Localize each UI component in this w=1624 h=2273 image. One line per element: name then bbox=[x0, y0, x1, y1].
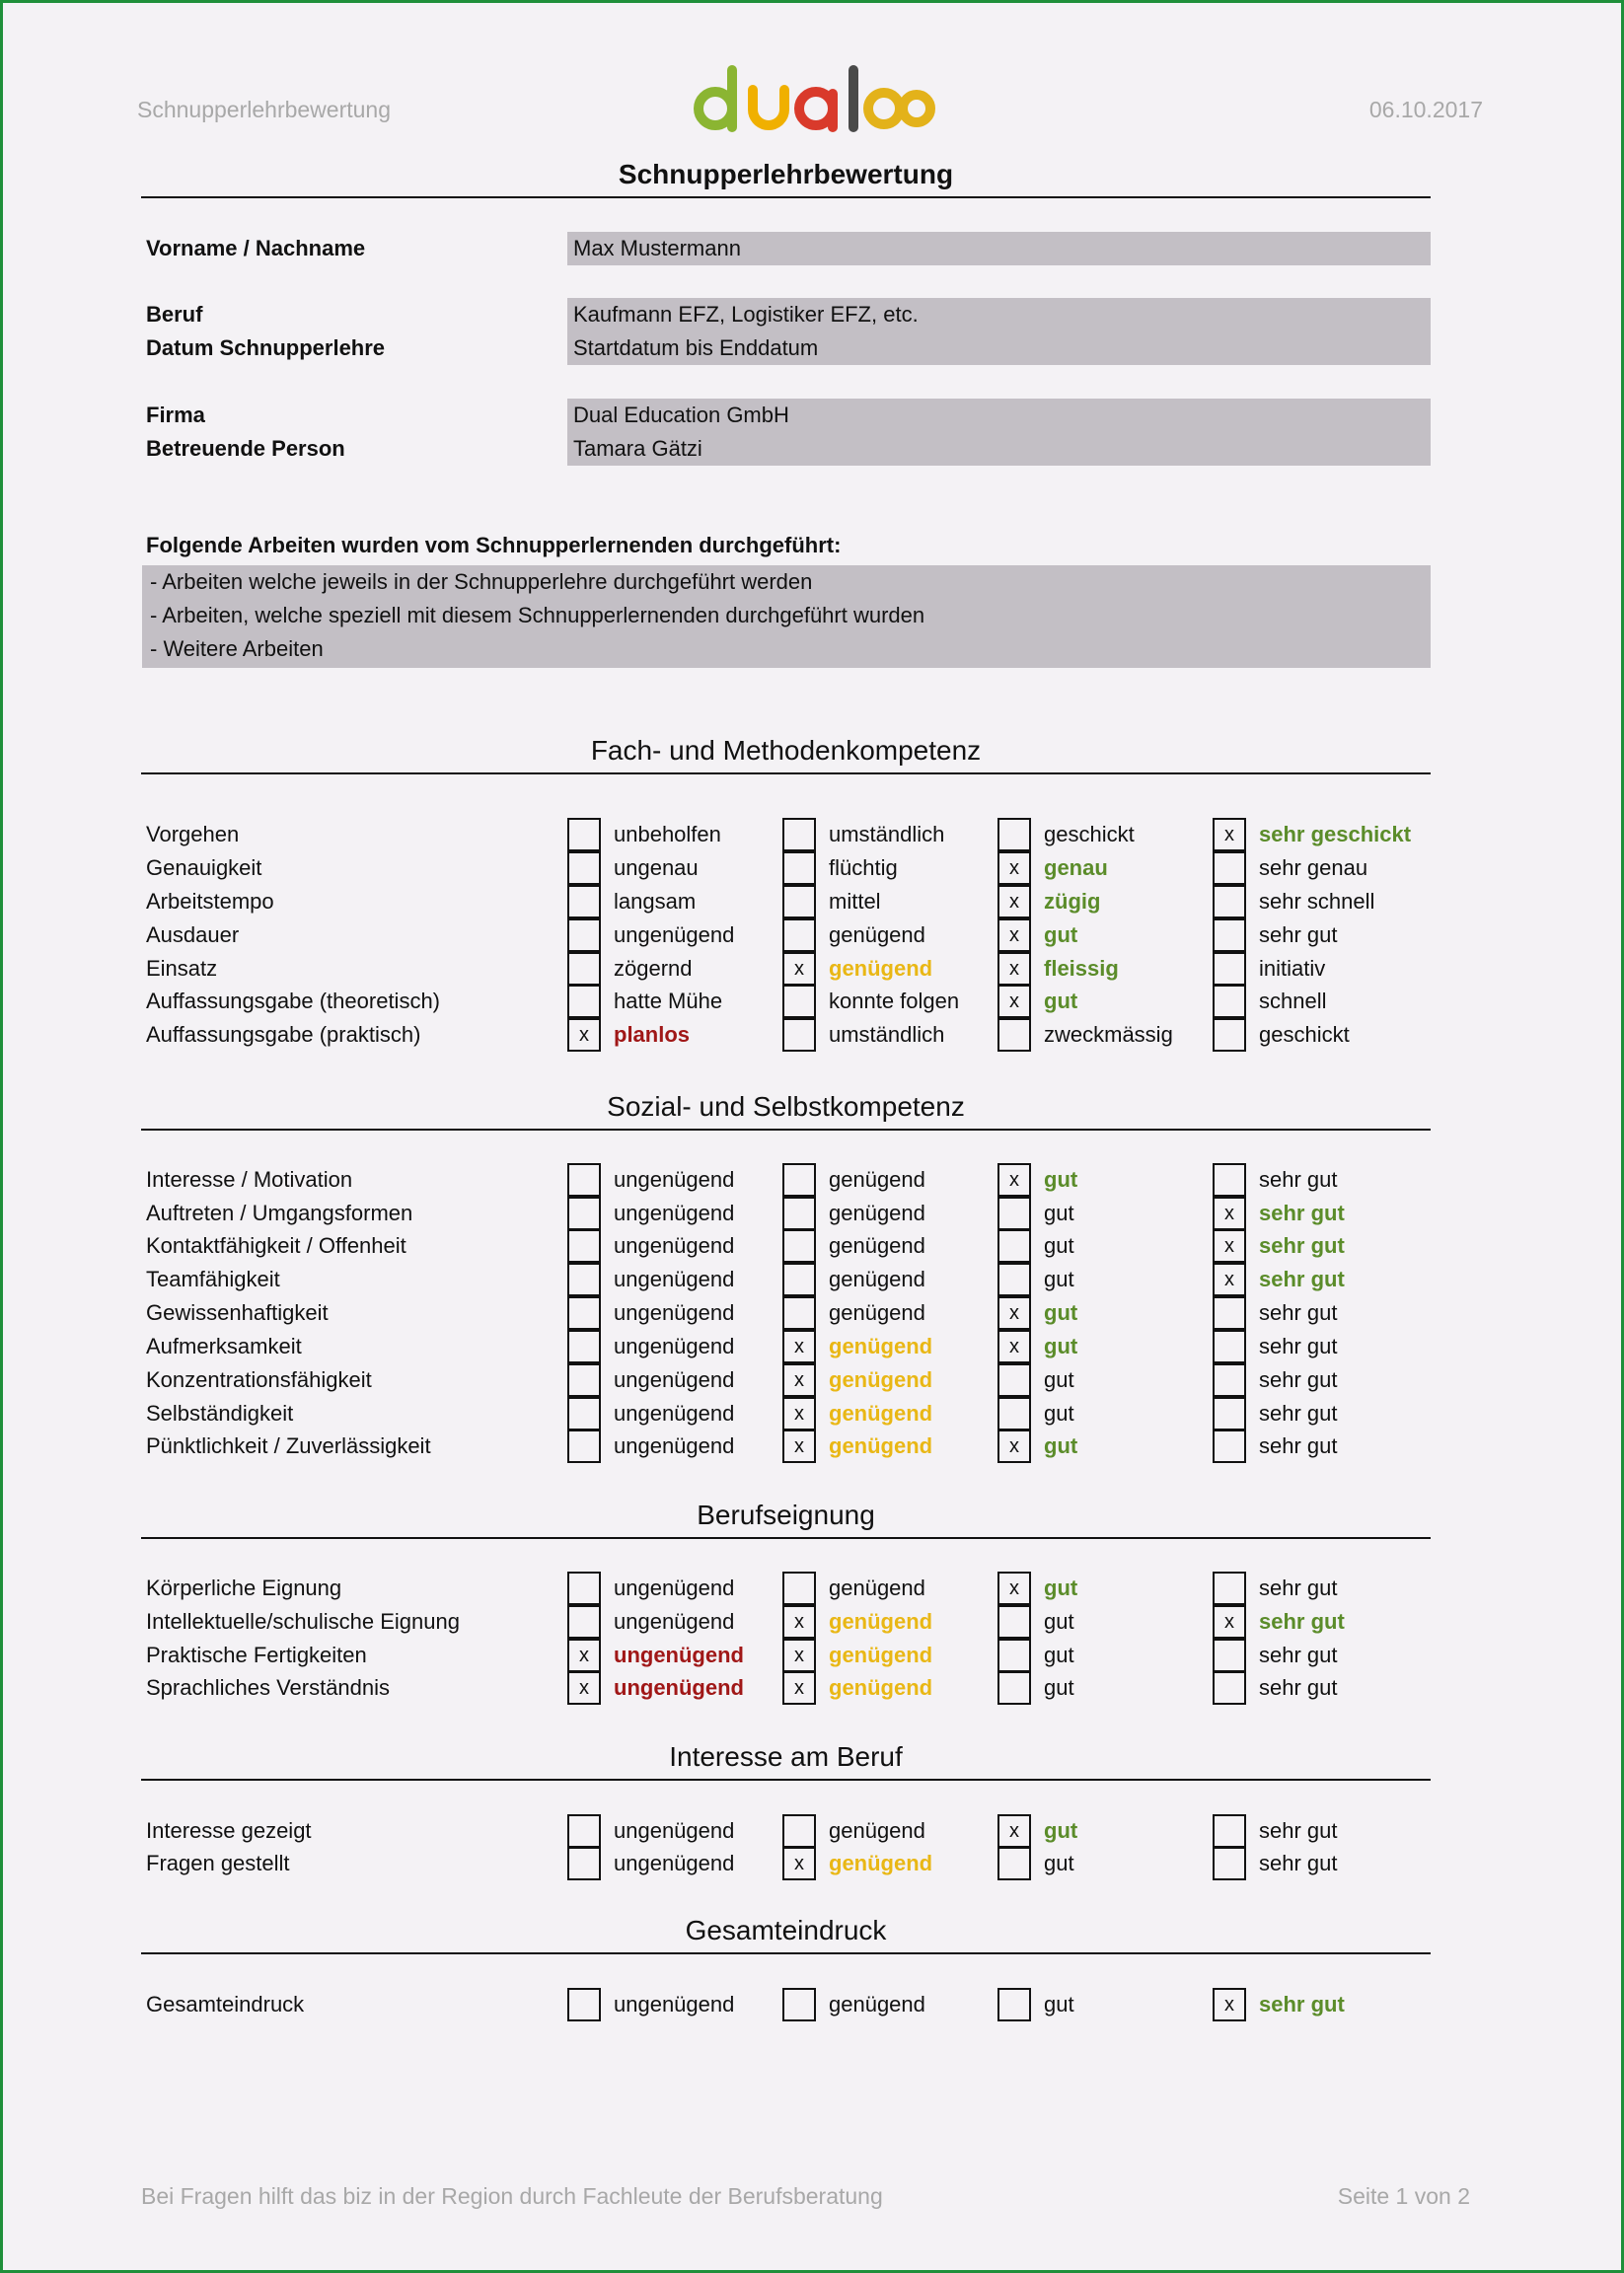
rating-checkbox[interactable] bbox=[1213, 1814, 1246, 1848]
rating-option-label: sehr gut bbox=[1259, 922, 1338, 947]
criterion-label: Einsatz bbox=[146, 956, 218, 981]
rating-checkbox[interactable] bbox=[1213, 1397, 1246, 1430]
rating-checkbox[interactable]: x bbox=[1213, 1229, 1246, 1263]
rating-option-label: sehr gut bbox=[1259, 1334, 1338, 1358]
criterion-label: Teamfähigkeit bbox=[146, 1267, 280, 1291]
criterion-label: Intellektuelle/schulische Eignung bbox=[146, 1609, 460, 1634]
rating-option-label: sehr gut bbox=[1259, 1643, 1338, 1667]
beruf-field bbox=[567, 298, 1431, 365]
rating-checkbox[interactable] bbox=[1213, 1430, 1246, 1463]
rating-checkbox[interactable] bbox=[782, 1229, 816, 1263]
rating-option-label: gut bbox=[1044, 1300, 1078, 1325]
rating-option-label: sehr geschickt bbox=[1259, 822, 1412, 846]
rating-option-label: genügend bbox=[829, 1609, 933, 1634]
rating-option-label: ungenügend bbox=[614, 1167, 735, 1192]
rating-option-label: sehr gut bbox=[1259, 1401, 1338, 1426]
rating-option-label: umständlich bbox=[829, 822, 945, 846]
rating-checkbox[interactable]: x bbox=[997, 918, 1031, 952]
rating-checkbox[interactable] bbox=[782, 1263, 816, 1296]
rating-row bbox=[3, 1163, 1624, 1197]
criterion-label: Genauigkeit bbox=[146, 855, 262, 880]
rating-checkbox[interactable] bbox=[782, 918, 816, 952]
rating-option-label: sehr gut bbox=[1259, 1576, 1338, 1600]
rating-option-label: gut bbox=[1044, 1167, 1078, 1192]
rating-checkbox[interactable] bbox=[567, 1363, 601, 1397]
rating-checkbox[interactable] bbox=[782, 1197, 816, 1230]
rating-option-label: gut bbox=[1044, 1233, 1074, 1258]
rating-checkbox[interactable] bbox=[567, 851, 601, 885]
rating-option-label: genügend bbox=[829, 1433, 933, 1458]
section-title: Berufseignung bbox=[697, 1500, 875, 1530]
rating-row bbox=[3, 985, 1624, 1018]
rating-option-label: zweckmässig bbox=[1044, 1022, 1173, 1047]
rating-checkbox[interactable] bbox=[567, 818, 601, 851]
rating-checkbox[interactable] bbox=[782, 1296, 816, 1330]
criterion-label: Ausdauer bbox=[146, 922, 240, 947]
person-value: Tamara Gätzi bbox=[573, 436, 702, 461]
rating-option-label: geschickt bbox=[1044, 822, 1135, 846]
page-title: Schnupperlehrbewertung bbox=[618, 159, 954, 189]
rating-option-label: gut bbox=[1044, 989, 1078, 1013]
rating-checkbox[interactable] bbox=[997, 1639, 1031, 1672]
person-label: Betreuende Person bbox=[146, 436, 345, 461]
activities-list bbox=[142, 565, 1431, 668]
rating-checkbox[interactable] bbox=[567, 1397, 601, 1430]
rating-checkbox[interactable] bbox=[567, 1572, 601, 1605]
rating-checkbox[interactable]: x bbox=[1213, 1197, 1246, 1230]
rating-row bbox=[3, 885, 1624, 918]
firma-field bbox=[567, 399, 1431, 466]
rating-option-label: sehr gut bbox=[1259, 1167, 1338, 1192]
datum-label: Datum Schnupperlehre bbox=[146, 335, 386, 360]
rating-option-label: umständlich bbox=[829, 1022, 945, 1047]
section-title: Sozial- und Selbstkompetenz bbox=[607, 1091, 965, 1122]
rating-option-label: initiativ bbox=[1259, 956, 1326, 981]
rating-checkbox[interactable] bbox=[567, 1605, 601, 1639]
rating-row bbox=[3, 1430, 1624, 1463]
criterion-label: Gewissenhaftigkeit bbox=[146, 1300, 329, 1325]
section-rule bbox=[141, 1537, 1431, 1539]
rating-option-label: gut bbox=[1044, 1851, 1074, 1875]
rating-checkbox[interactable] bbox=[567, 1330, 601, 1363]
rating-checkbox[interactable] bbox=[1213, 1018, 1246, 1052]
rating-checkbox[interactable] bbox=[782, 1163, 816, 1197]
rating-checkbox[interactable] bbox=[567, 1229, 601, 1263]
rating-option-label: ungenügend bbox=[614, 1818, 735, 1843]
section-rule bbox=[141, 772, 1431, 774]
rating-row bbox=[3, 918, 1624, 952]
rating-checkbox[interactable] bbox=[567, 885, 601, 918]
rating-option-label: ungenügend bbox=[614, 1992, 735, 2016]
rating-checkbox[interactable] bbox=[567, 1296, 601, 1330]
rating-checkbox[interactable] bbox=[567, 1263, 601, 1296]
rating-row bbox=[3, 851, 1624, 885]
rating-checkbox[interactable] bbox=[782, 985, 816, 1018]
rating-checkbox[interactable] bbox=[782, 1572, 816, 1605]
section-title: Fach- und Methodenkompetenz bbox=[590, 735, 982, 766]
rating-option-label: hatte Mühe bbox=[614, 989, 723, 1013]
rating-option-label: geschickt bbox=[1259, 1022, 1350, 1047]
rating-option-label: genügend bbox=[829, 1167, 925, 1192]
rating-option-label: sehr gut bbox=[1259, 1267, 1345, 1291]
rating-option-label: gut bbox=[1044, 1576, 1078, 1600]
section-title: Interesse am Beruf bbox=[669, 1741, 903, 1772]
rating-option-label: konnte folgen bbox=[829, 989, 960, 1013]
rating-row bbox=[3, 1572, 1624, 1605]
rating-option-label: sehr gut bbox=[1259, 1675, 1338, 1700]
name-field bbox=[567, 232, 1431, 265]
rating-option-label: ungenügend bbox=[614, 1201, 735, 1225]
rating-row bbox=[3, 1197, 1624, 1230]
rating-checkbox[interactable]: x bbox=[997, 1430, 1031, 1463]
criterion-label: Auffassungsgabe (praktisch) bbox=[146, 1022, 421, 1047]
rating-option-label: sehr gut bbox=[1259, 1609, 1345, 1634]
rating-checkbox[interactable] bbox=[1213, 1163, 1246, 1197]
rating-option-label: sehr gut bbox=[1259, 1233, 1345, 1258]
rating-row bbox=[3, 1639, 1624, 1672]
rating-checkbox[interactable] bbox=[997, 1229, 1031, 1263]
rating-option-label: ungenügend bbox=[614, 1643, 744, 1667]
rating-option-label: ungenügend bbox=[614, 1609, 735, 1634]
rating-checkbox[interactable]: x bbox=[782, 1639, 816, 1672]
rating-row bbox=[3, 1363, 1624, 1397]
rating-checkbox[interactable]: x bbox=[782, 1363, 816, 1397]
rating-checkbox[interactable]: x bbox=[997, 985, 1031, 1018]
rating-checkbox[interactable]: x bbox=[567, 1018, 601, 1052]
activity-item: - Arbeiten welche jeweils in der Schnupperlehre durchgeführt werden bbox=[150, 569, 813, 594]
rating-option-label: genügend bbox=[829, 1334, 933, 1358]
rating-option-label: genügend bbox=[829, 1267, 925, 1291]
rating-checkbox[interactable]: x bbox=[997, 851, 1031, 885]
rating-option-label: fleissig bbox=[1044, 956, 1119, 981]
rating-checkbox[interactable] bbox=[1213, 1572, 1246, 1605]
rating-checkbox[interactable] bbox=[567, 1988, 601, 2021]
criterion-label: Interesse / Motivation bbox=[146, 1167, 353, 1192]
section-rule bbox=[141, 1779, 1431, 1781]
rating-option-label: mittel bbox=[829, 889, 881, 914]
criterion-label: Praktische Fertigkeiten bbox=[146, 1643, 367, 1667]
rating-option-label: planlos bbox=[614, 1022, 691, 1047]
rating-checkbox[interactable] bbox=[1213, 1847, 1246, 1880]
rating-row bbox=[3, 1229, 1624, 1263]
rating-option-label: genügend bbox=[829, 1401, 933, 1426]
rating-option-label: ungenügend bbox=[614, 1367, 735, 1392]
beruf-label: Beruf bbox=[146, 302, 203, 327]
rating-row bbox=[3, 1397, 1624, 1430]
rating-row bbox=[3, 1605, 1624, 1639]
rating-option-label: schnell bbox=[1259, 989, 1327, 1013]
name-label: Vorname / Nachname bbox=[146, 236, 366, 260]
rating-checkbox[interactable] bbox=[1213, 1671, 1246, 1705]
rating-checkbox[interactable] bbox=[1213, 1363, 1246, 1397]
rating-checkbox[interactable] bbox=[997, 1363, 1031, 1397]
rating-option-label: sehr gut bbox=[1259, 1851, 1338, 1875]
rating-option-label: genügend bbox=[829, 1576, 925, 1600]
rating-checkbox[interactable] bbox=[1213, 851, 1246, 885]
rating-checkbox[interactable] bbox=[997, 1847, 1031, 1880]
title-rule bbox=[141, 196, 1431, 198]
rating-checkbox[interactable]: x bbox=[997, 885, 1031, 918]
rating-option-label: genügend bbox=[829, 956, 933, 981]
rating-checkbox[interactable] bbox=[567, 918, 601, 952]
rating-checkbox[interactable] bbox=[997, 1263, 1031, 1296]
rating-option-label: sehr gut bbox=[1259, 1201, 1345, 1225]
criterion-label: Kontaktfähigkeit / Offenheit bbox=[146, 1233, 406, 1258]
criterion-label: Sprachliches Verständnis bbox=[146, 1675, 391, 1700]
rating-checkbox[interactable] bbox=[997, 1605, 1031, 1639]
rating-checkbox[interactable] bbox=[997, 1197, 1031, 1230]
criterion-label: Aufmerksamkeit bbox=[146, 1334, 302, 1358]
rating-option-label: sehr gut bbox=[1259, 1300, 1338, 1325]
rating-option-label: genau bbox=[1044, 855, 1108, 880]
rating-option-label: gut bbox=[1044, 1818, 1078, 1843]
rating-row bbox=[3, 1296, 1624, 1330]
rating-option-label: flüchtig bbox=[829, 855, 898, 880]
rating-checkbox[interactable] bbox=[1213, 985, 1246, 1018]
criterion-label: Gesamteindruck bbox=[146, 1992, 305, 2016]
rating-checkbox[interactable]: x bbox=[997, 1814, 1031, 1848]
rating-option-label: gut bbox=[1044, 1367, 1074, 1392]
rating-option-label: gut bbox=[1044, 922, 1078, 947]
rating-checkbox[interactable] bbox=[782, 1018, 816, 1052]
rating-checkbox[interactable] bbox=[1213, 885, 1246, 918]
rating-row bbox=[3, 1847, 1624, 1880]
rating-option-label: genügend bbox=[829, 1643, 933, 1667]
rating-option-label: genügend bbox=[829, 1233, 925, 1258]
rating-option-label: ungenügend bbox=[614, 1401, 735, 1426]
rating-option-label: gut bbox=[1044, 1643, 1074, 1667]
section-rule bbox=[141, 1952, 1431, 1954]
rating-row bbox=[3, 1814, 1624, 1848]
rating-option-label: genügend bbox=[829, 1675, 933, 1700]
rating-checkbox[interactable] bbox=[567, 1163, 601, 1197]
rating-checkbox[interactable] bbox=[567, 1197, 601, 1230]
rating-checkbox[interactable] bbox=[782, 851, 816, 885]
rating-option-label: sehr genau bbox=[1259, 855, 1368, 880]
rating-row bbox=[3, 818, 1624, 851]
rating-checkbox[interactable]: x bbox=[1213, 1988, 1246, 2021]
rating-option-label: gut bbox=[1044, 1609, 1074, 1634]
activities-title: Folgende Arbeiten wurden vom Schnupperlernenden durchgeführt: bbox=[146, 533, 842, 557]
criterion-label: Auftreten / Umgangsformen bbox=[146, 1201, 413, 1225]
rating-option-label: gut bbox=[1044, 1334, 1078, 1358]
dualoo-logo bbox=[694, 64, 935, 133]
rating-option-label: sehr gut bbox=[1259, 1992, 1345, 2016]
section-rule bbox=[141, 1129, 1431, 1131]
rating-option-label: zögernd bbox=[614, 956, 693, 981]
rating-row bbox=[3, 1330, 1624, 1363]
rating-option-label: genügend bbox=[829, 1201, 925, 1225]
activity-item: - Weitere Arbeiten bbox=[150, 636, 324, 661]
rating-option-label: sehr gut bbox=[1259, 1818, 1338, 1843]
rating-option-label: ungenügend bbox=[614, 1433, 735, 1458]
criterion-label: Arbeitstempo bbox=[146, 889, 274, 914]
rating-checkbox[interactable]: x bbox=[997, 1330, 1031, 1363]
header-doc-title: Schnupperlehrbewertung bbox=[137, 97, 392, 122]
section-title: Gesamteindruck bbox=[685, 1915, 887, 1945]
rating-option-label: gut bbox=[1044, 1201, 1074, 1225]
rating-checkbox[interactable]: x bbox=[782, 1671, 816, 1705]
rating-checkbox[interactable] bbox=[997, 1671, 1031, 1705]
rating-checkbox[interactable]: x bbox=[1213, 818, 1246, 851]
rating-checkbox[interactable]: x bbox=[997, 1296, 1031, 1330]
rating-checkbox[interactable]: x bbox=[782, 1330, 816, 1363]
rating-row bbox=[3, 1988, 1624, 2021]
rating-option-label: ungenügend bbox=[614, 1851, 735, 1875]
rating-option-label: sehr gut bbox=[1259, 1433, 1338, 1458]
page-number: Seite 1 von 2 bbox=[1337, 2183, 1470, 2209]
rating-checkbox[interactable] bbox=[782, 818, 816, 851]
rating-checkbox[interactable] bbox=[997, 1988, 1031, 2021]
rating-option-label: ungenügend bbox=[614, 1576, 735, 1600]
rating-option-label: gut bbox=[1044, 1992, 1074, 2016]
rating-checkbox[interactable] bbox=[1213, 918, 1246, 952]
beruf-value: Kaufmann EFZ, Logistiker EFZ, etc. bbox=[573, 302, 919, 327]
rating-checkbox[interactable]: x bbox=[997, 952, 1031, 986]
rating-option-label: unbeholfen bbox=[614, 822, 721, 846]
firma-value: Dual Education GmbH bbox=[573, 403, 789, 427]
rating-checkbox[interactable] bbox=[567, 1430, 601, 1463]
rating-checkbox[interactable]: x bbox=[997, 1572, 1031, 1605]
rating-checkbox[interactable] bbox=[1213, 952, 1246, 986]
rating-option-label: sehr schnell bbox=[1259, 889, 1375, 914]
rating-checkbox[interactable]: x bbox=[1213, 1263, 1246, 1296]
rating-checkbox[interactable] bbox=[567, 952, 601, 986]
rating-checkbox[interactable] bbox=[997, 1018, 1031, 1052]
rating-row bbox=[3, 1671, 1624, 1705]
criterion-label: Körperliche Eignung bbox=[146, 1576, 342, 1600]
rating-option-label: ungenügend bbox=[614, 1267, 735, 1291]
rating-option-label: genügend bbox=[829, 1818, 925, 1843]
header-date: 06.10.2017 bbox=[1368, 97, 1483, 122]
rating-checkbox[interactable] bbox=[782, 885, 816, 918]
rating-row bbox=[3, 952, 1624, 986]
rating-checkbox[interactable] bbox=[997, 818, 1031, 851]
rating-checkbox[interactable]: x bbox=[1213, 1605, 1246, 1639]
criterion-label: Interesse gezeigt bbox=[146, 1818, 312, 1843]
rating-checkbox[interactable] bbox=[1213, 1330, 1246, 1363]
rating-checkbox[interactable] bbox=[567, 1847, 601, 1880]
footer-note: Bei Fragen hilft das biz in der Region durch Fachleute der Berufsberatung bbox=[141, 2183, 883, 2209]
rating-checkbox[interactable] bbox=[997, 1397, 1031, 1430]
name-value: Max Mustermann bbox=[573, 236, 741, 260]
rating-option-label: ungenügend bbox=[614, 1334, 735, 1358]
criterion-label: Fragen gestellt bbox=[146, 1851, 290, 1875]
rating-checkbox[interactable]: x bbox=[567, 1639, 601, 1672]
rating-row bbox=[3, 1018, 1624, 1052]
rating-checkbox[interactable] bbox=[1213, 1296, 1246, 1330]
rating-option-label: genügend bbox=[829, 1300, 925, 1325]
rating-option-label: ungenügend bbox=[614, 1300, 735, 1325]
rating-checkbox[interactable] bbox=[567, 985, 601, 1018]
rating-option-label: zügig bbox=[1044, 889, 1101, 914]
criterion-label: Selbständigkeit bbox=[146, 1401, 294, 1426]
rating-option-label: gut bbox=[1044, 1433, 1078, 1458]
rating-checkbox[interactable] bbox=[782, 1988, 816, 2021]
rating-option-label: ungenügend bbox=[614, 922, 735, 947]
criterion-label: Pünktlichkeit / Zuverlässigkeit bbox=[146, 1433, 431, 1458]
rating-option-label: genügend bbox=[829, 1367, 933, 1392]
rating-option-label: sehr gut bbox=[1259, 1367, 1338, 1392]
criterion-label: Konzentrationsfähigkeit bbox=[146, 1367, 372, 1392]
rating-option-label: ungenügend bbox=[614, 1675, 744, 1700]
rating-option-label: gut bbox=[1044, 1401, 1074, 1426]
rating-option-label: ungenügend bbox=[614, 1233, 735, 1258]
criterion-label: Vorgehen bbox=[146, 822, 240, 846]
rating-option-label: genügend bbox=[829, 922, 925, 947]
rating-row bbox=[3, 1263, 1624, 1296]
rating-option-label: genügend bbox=[829, 1992, 925, 2016]
rating-checkbox[interactable] bbox=[782, 1814, 816, 1848]
rating-checkbox[interactable] bbox=[567, 1814, 601, 1848]
rating-option-label: genügend bbox=[829, 1851, 933, 1875]
rating-checkbox[interactable]: x bbox=[782, 1847, 816, 1880]
rating-checkbox[interactable]: x bbox=[567, 1671, 601, 1705]
rating-checkbox[interactable]: x bbox=[782, 1397, 816, 1430]
datum-value: Startdatum bis Enddatum bbox=[573, 335, 819, 360]
rating-checkbox[interactable]: x bbox=[782, 952, 816, 986]
rating-option-label: gut bbox=[1044, 1267, 1074, 1291]
criterion-label: Auffassungsgabe (theoretisch) bbox=[146, 989, 440, 1013]
rating-option-label: langsam bbox=[614, 889, 697, 914]
rating-checkbox[interactable] bbox=[1213, 1639, 1246, 1672]
rating-option-label: gut bbox=[1044, 1675, 1074, 1700]
firma-label: Firma bbox=[146, 403, 205, 427]
rating-option-label: ungenau bbox=[614, 855, 699, 880]
rating-checkbox[interactable]: x bbox=[997, 1163, 1031, 1197]
activity-item: - Arbeiten, welche speziell mit diesem Schnupperlernenden durchgeführt wurden bbox=[150, 603, 925, 627]
rating-checkbox[interactable]: x bbox=[782, 1605, 816, 1639]
rating-checkbox[interactable]: x bbox=[782, 1430, 816, 1463]
